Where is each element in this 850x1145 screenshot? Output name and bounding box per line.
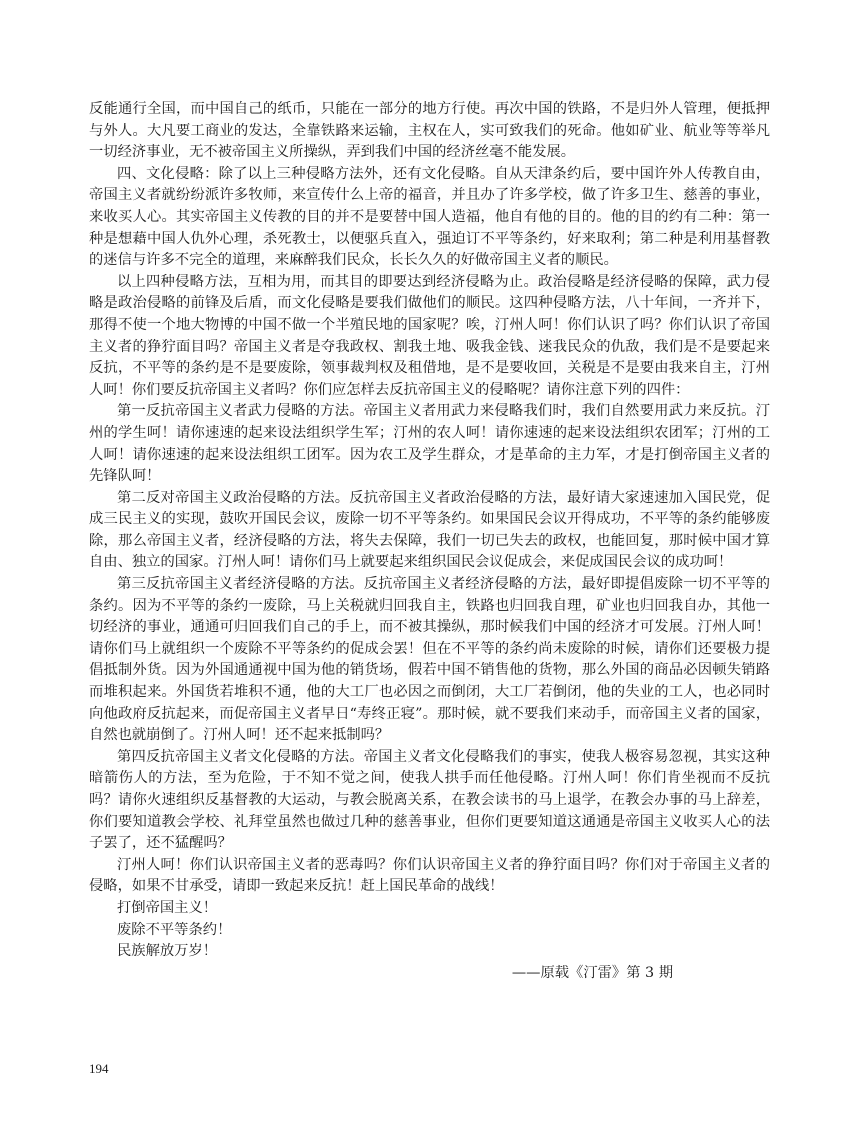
paragraph-resist-political: 第二反对帝国主义政治侵略的方法。反抗帝国主义者政治侵略的方法，最好请大家速速加入国民党，促成三民主义的实现，鼓吹开国民会议，废除一切不平等条约。如果国民会议开得成功，不平等的条约能够废除，那么帝国主义者，经济侵略的方法，将失去保障，我们一切已失去的政权，也能回复，那时候中国才算自由、独立的国家。汀州人呵！请你们马上就要起来组织国民会议促成会，来促成国民会议的成功呵！: [89, 489, 770, 571]
paragraph-call-to-action: 汀州人呵！你们认识帝国主义者的恶毒吗？你们认识帝国主义者的狰狞面目吗？你们对于帝国主义者的侵略，如果不甘承受，请即一致起来反抗！赶上国民革命的战线！: [89, 856, 770, 895]
slogan-abolish-treaties: 废除不平等条约！: [117, 921, 232, 938]
paragraph-cultural-aggression: 四、文化侵略：除了以上三种侵略方法外，还有文化侵略。自从天津条约后，要中国许外人传教自由，帝国主义者就纷纷派许多牧师，来宣传什么上帝的福音，并且办了许多学校，做了许多卫生、慈善的事业，来收买人心。其实帝国主义传教的目的并不是要替中国人造福，他自有他的目的。他的目的约有二种：第一种是想藉中国人仇外心理，杀死教士，以便驱兵直入，强迫订不平等条约，好来取利；第二种是利用基督教的迷信与许多不完全的道理，来麻醉我们民众，长长久久的好做帝国主义者的顺民。: [89, 165, 770, 269]
paragraph-resist-cultural: 第四反抗帝国主义者文化侵略的方法。帝国主义者文化侵略我们的事实，使我人极容易忽视，其实这种暗箭伤人的方法，至为危险，于不知不觉之间，使我人拱手而任他侵略。汀州人呵！你们肯坐视而不反抗吗？请你火速组织反基督教的大运动，与教会脱离关系，在教会读书的马上退学，在教会办事的马上辞差，你们要知道教会学校、礼拜堂虽然也做过几种的慈善事业，但你们更要知道这通通是帝国主义收买人心的法子罢了，还不猛醒吗？: [89, 748, 770, 852]
slogan-national-liberation: 民族解放万岁！: [117, 943, 218, 960]
paragraph-four-methods-summary: 以上四种侵略方法，互相为用，而其目的即要达到经济侵略为止。政治侵略是经济侵略的保障，武力侵略是政治侵略的前锋及后盾，而文化侵略是要我们做他们的顺民。这四种侵略方法，八十年间，一齐并下，那得不使一个地大物博的中国不做一个半殖民地的国家呢？唉，汀州人呵！你们认识了吗？你们认识了帝国主义者的狰狞面目吗？帝国主义者是夺我政权、割我土地、吸我金钱、迷我民众的仇敌，我们是不是要起来反抗，不平等的条约是不是要废除，领事裁判权及租借地，是不是要收回，关税是不是要由我来自主，汀州人呵！你们要反抗帝国主义者吗？你们应怎样去反抗帝国主义的侵略呢？请你注意下列的四件：: [89, 273, 770, 398]
document-body: [89, 99, 770, 984]
page-number: 194: [89, 1061, 109, 1076]
paragraph-resist-military: 第一反抗帝国主义者武力侵略的方法。帝国主义者用武力来侵略我们时，我们自然要用武力来反抗。汀州的学生呵！请你速速的起来设法组织学生军；汀州的农人呵！请你速速的起来设法组织农团军；汀州的工人呵！请你速速的起来设法组织工团军。因为农工及学生群众，才是革命的主力军，才是打倒帝国主义者的先锋队呵！: [89, 403, 770, 485]
paragraph-resist-economic: 第三反抗帝国主义者经济侵略的方法。反抗帝国主义者经济侵略的方法，最好即提倡废除一切不平等的条约。因为不平等的条约一废除，马上关税就归回我自主，铁路也归回我自理，矿业也归回我自办，其他一切经济的事业，通通可归回我们自己的手上，而不被其操纵，那时候我们中国的经济才可发展。汀州人呵！请你们马上就组织一个废除不平等条约的促成会罢！但在不平等的条约尚未废除的时候，请你们还要极力提倡抵制外货。因为外国通通视中国为他的销货场，假若中国不销售他的货物，那么外国的商品必因顿失销路而堆积起来。外国货若堆积不通，他的大工厂也必因之而倒闭，大工厂若倒闭，他的失业的工人，也必同时向他政府反抗起来，而促帝国主义者早日“寿终正寝”。那时候，就不要我们来动手，而帝国主义者的国家，自然也就崩倒了。汀州人呵！还不起来抵制吗？: [89, 576, 770, 744]
source-citation: ——原载《汀雷》第 3 期: [511, 964, 673, 981]
paragraph-1: 反能通行全国，而中国自己的纸币，只能在一部分的地方行使。再次中国的铁路，不是归外人管理，便抵押与外人。大凡要工商业的发达，全靠铁路来运输，主权在人，实可致我们的死命。他如矿业、航业等等举凡一切经济事业，无不被帝国主义所操纵，弄到我们中国的经济丝毫不能发展。: [89, 101, 770, 161]
slogan-down-with-imperialism: 打倒帝国主义！: [117, 899, 218, 916]
